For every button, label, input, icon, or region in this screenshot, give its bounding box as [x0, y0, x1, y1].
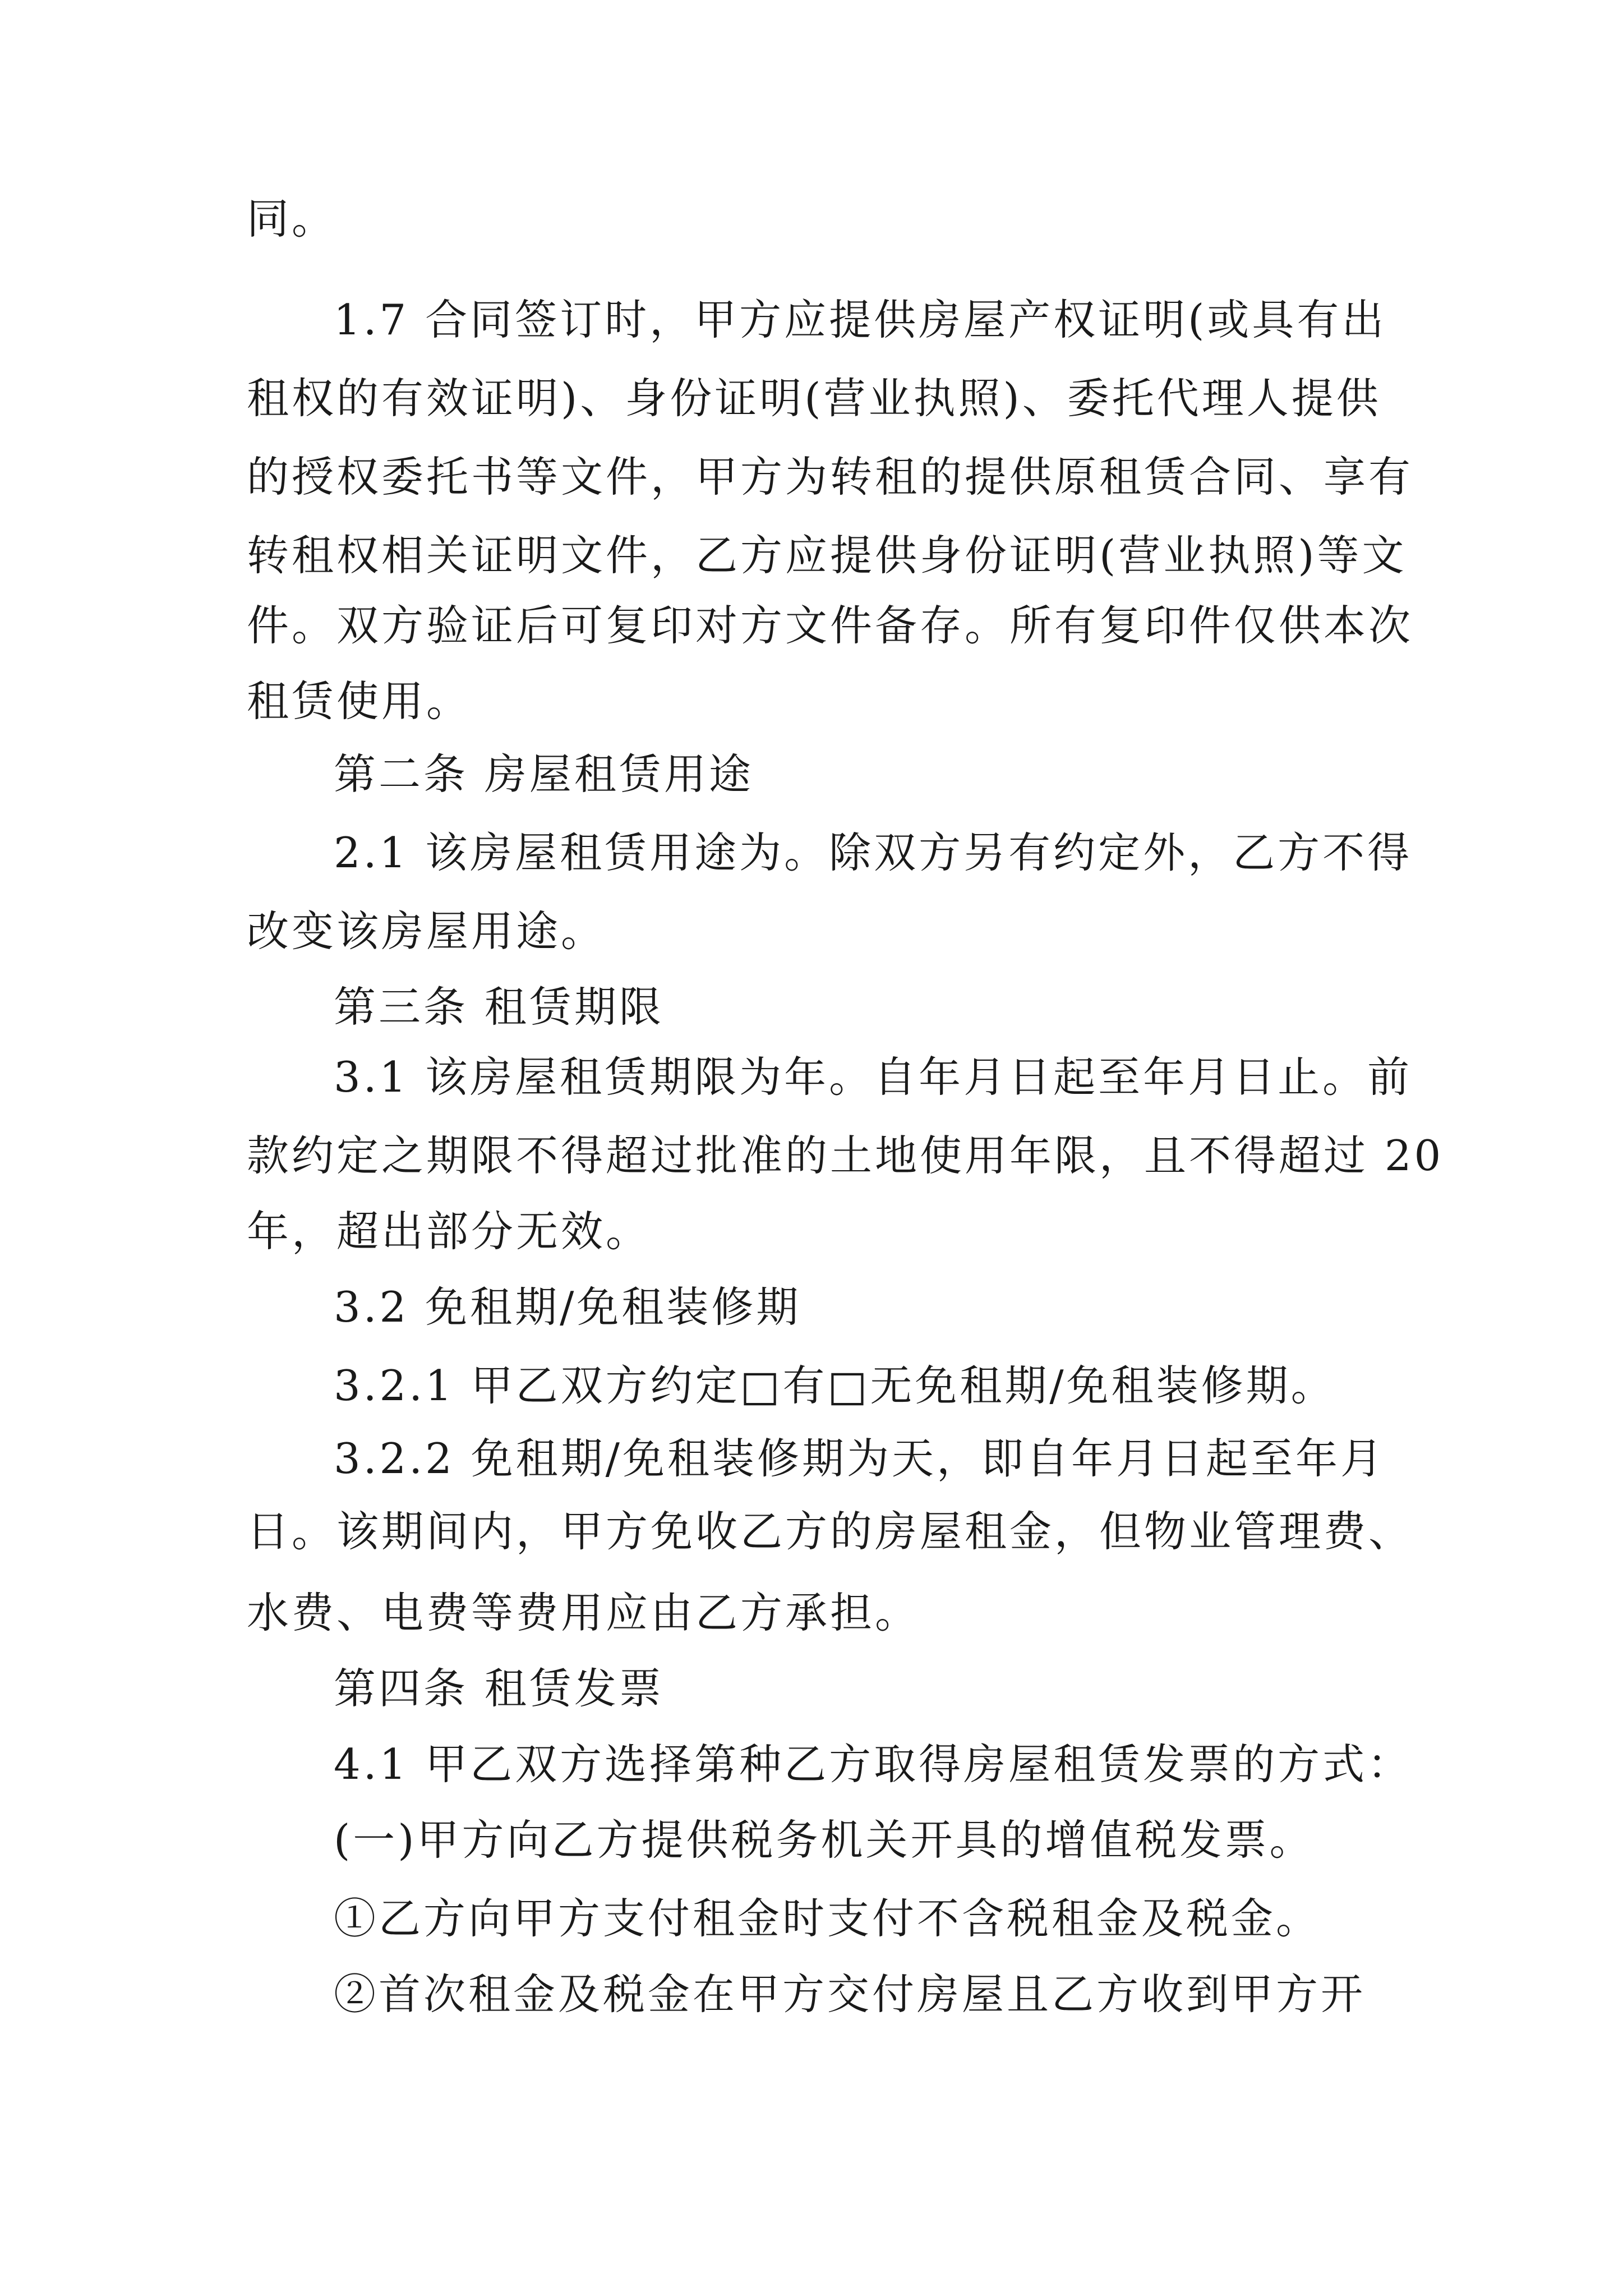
text-line-13: 款约定之期限不得超过批准的土地使用年限，且不得超过 20	[247, 1131, 1444, 1180]
text-line-19: 水费、电费等费用应由乙方承担。	[247, 1588, 920, 1637]
text-line-4: 的授权委托书等文件，甲方为转租的提供原租赁合同、享有	[247, 452, 1414, 501]
text-line-10: 改变该房屋用途。	[247, 907, 606, 956]
text-line-1: 同。	[247, 194, 337, 243]
text-line-16: 3.2.1 甲乙双方约定□有□无免租期/免租装修期。	[334, 1361, 1336, 1410]
section-heading-2: 第二条 房屋租赁用途	[334, 749, 754, 799]
text-line-18: 日。该期间内，甲方免收乙方的房屋租金，但物业管理费、	[247, 1507, 1414, 1556]
section-heading-4: 第四条 租赁发票	[334, 1664, 664, 1713]
text-line-15: 3.2 免租期/免租装修期	[334, 1282, 801, 1332]
text-line-22: (一)甲方向乙方提供税务机关开具的增值税发票。	[334, 1815, 1315, 1865]
text-line-21: 4.1 甲乙双方选择第种乙方取得房屋租赁发票的方式：	[334, 1740, 1413, 1789]
text-line-3: 租权的有效证明)、身份证明(营业执照)、委托代理人提供	[247, 374, 1381, 423]
section-heading-3: 第三条 租赁期限	[334, 982, 664, 1032]
text-line-17: 3.2.2 免租期/免租装修期为天，即自年月日起至年月	[334, 1434, 1385, 1483]
text-line-9: 2.1 该房屋租赁用途为。除双方另有约定外，乙方不得	[334, 828, 1413, 877]
text-line-6: 件。双方验证后可复印对方文件备存。所有复印件仅供本次	[247, 601, 1414, 650]
text-line-24: ②首次租金及税金在甲方交付房屋且乙方收到甲方开	[334, 1970, 1366, 2019]
text-line-7: 租赁使用。	[247, 677, 472, 726]
text-line-23: ①乙方向甲方支付租金时支付不含税租金及税金。	[334, 1894, 1321, 1943]
text-line-5: 转租权相关证明文件，乙方应提供身份证明(营业执照)等文	[247, 531, 1407, 580]
text-line-2: 1.7 合同签订时，甲方应提供房屋产权证明(或具有出	[334, 295, 1387, 344]
text-line-14: 年，超出部分无效。	[247, 1207, 651, 1256]
text-line-12: 3.1 该房屋租赁期限为年。自年月日起至年月日止。前	[334, 1052, 1413, 1102]
